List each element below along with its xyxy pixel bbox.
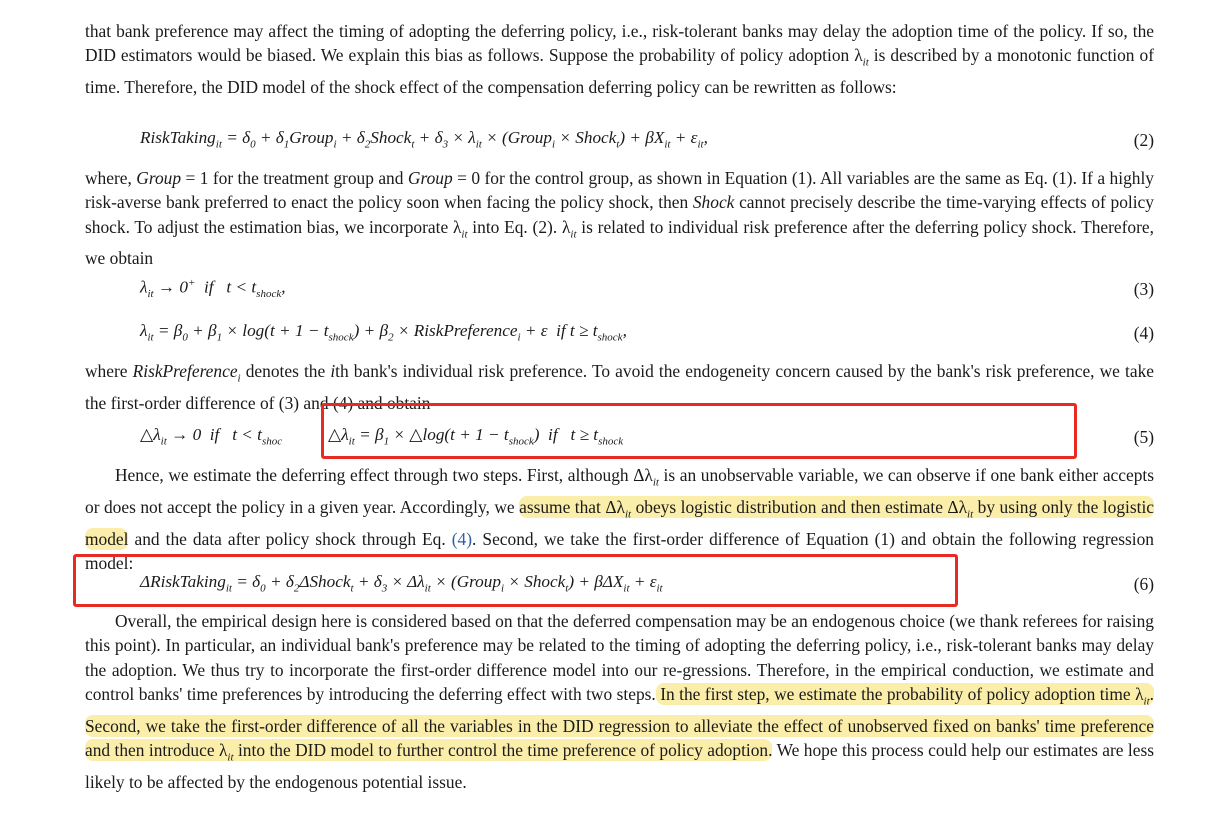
subscript: it [461, 228, 468, 241]
text-span: assume that Δλ [519, 496, 625, 517]
text-span: into the DID model to further control the time preference of policy adoption. [233, 739, 773, 760]
subscript: it [624, 508, 632, 521]
text-span: Overall, the empirical design here is considered based on that the deferred compensation may be an endogenous choice (we thank referees for raising this point). In particular, an individual bank's preference may be related to the timing of adopting the deferring policy, i.e., risk-tolerant banks may delay the adoption. We thus try to incorporate the first-order difference model into our re-gressions. Therefore, in the empirical conduction, we estimate and control banks' time preferences by introducing the deferring effect with two steps. [85, 611, 1154, 704]
equation-3: $\lambda_{it} \to 0^+$ if $t < t_{shock}$, [140, 277, 286, 301]
subscript: i [237, 372, 241, 385]
annotation-box-equation-5 [321, 403, 1077, 459]
equation-5-right: $\triangle\lambda_{it} = \beta_1$ × △log(t + $1 - t_{shock}$) if $t \ge t_{shock}$ [328, 425, 624, 448]
text-span: and the data after policy shock through Eq. [128, 528, 452, 549]
text-span: cannot precisely describe the time-varying effects of policy shock. To adjust the estimation bias, we incorporate λ [85, 192, 1154, 237]
subscript: it [652, 476, 659, 489]
equation-6-number: (6) [1133, 574, 1154, 594]
equation-6: ΔRiskTaking$_{it}$ = $\delta_0$ + $\delta_2\Delta Shock_t + \delta_3 \times \Delta\lambda_{it}$ × (Group$_i$ × Shock$_t$) + $\beta\Delta X_{it} + \varepsilon_{it}$ [140, 572, 663, 595]
italic-word: i [330, 361, 336, 381]
text-span: We hope this process could help our estimates are less likely to be affected by the endogenous potential issue. [85, 739, 1154, 792]
paragraph-2 [85, 166, 1154, 271]
equation-2: RiskTaking$_{it}$ = $\delta_0$ + $\delta_1Group_i$ + $\delta_2Shock_t + \delta_3 \times \lambda_{it}$ × (Group$_i$ × Shock$_t$) + $\beta X_{it} + \varepsilon_{it}$, [140, 128, 708, 151]
paragraph-5 [85, 609, 1154, 794]
equation-link[interactable]: (4) [451, 528, 473, 549]
subscript: it [227, 751, 234, 764]
text-span: th bank's individual risk preference. To avoid the endogeneity concern caused by the bank's risk preference, we take the first-order difference of (3) and (4) and obtain [85, 361, 1154, 413]
subscript: it [862, 56, 869, 69]
equation-5-number: (5) [1133, 427, 1154, 447]
italic-word: Group [407, 168, 453, 188]
text-span: where, [85, 168, 137, 188]
text-span: . Second, we take the first-order difference of all the variables in the DID regression to alleviate the effect of unobserved fixed on banks' time preference and then introduce λ [85, 683, 1154, 760]
text-span: is an unobservable variable, we can observe if one bank either accepts or does not accept the policy in a given year. Accordingly, we [85, 465, 1154, 517]
text-span: where [85, 361, 133, 381]
text-span: that bank preference may affect the timing of adopting the deferring policy, i.e., risk-tolerant banks may delay the adoption time of the policy. If so, the DID estimators would be biased. We explain this bias as follows. Suppose the probability of policy adoption λ [85, 21, 1154, 66]
italic-word: Shock [692, 192, 735, 213]
text-span: is described by a monotonic function of time. Therefore, the DID model of the shock effect of the compensation deferring policy can be rewritten as follows: [85, 45, 1154, 98]
italic-word: RiskPreference [132, 361, 238, 381]
text-span: is related to individual risk preference after the deferring policy shock. Therefore, we obtain [85, 216, 1154, 269]
text-span: In the first step, we estimate the probability of policy adoption time λ [655, 683, 1144, 704]
subscript: it [967, 508, 974, 521]
text-span: by using only the logistic model [85, 496, 1154, 549]
subscript: it [1143, 695, 1150, 708]
text-span: Hence, we estimate the deferring effect through two steps. First, although Δλ [115, 465, 653, 485]
italic-word: Group [136, 168, 182, 188]
text-span: into Eq. (2). λ [467, 216, 571, 237]
equation-4-number: (4) [1133, 323, 1154, 343]
paragraph-1 [85, 19, 1154, 99]
text-span: = 1 for the treatment group and [181, 168, 408, 188]
subscript: it [570, 228, 577, 241]
text-span: . Second, we take the first-order difference of Equation (1) and obtain the following regression model: [85, 528, 1155, 573]
equation-2-number: (2) [1133, 130, 1154, 150]
annotation-box-equation-6 [73, 554, 958, 607]
equation-5-left: $\triangle\lambda_{it} \to 0$ if $t < t_{shoc}$ [140, 425, 283, 448]
text-span: denotes the [240, 361, 331, 381]
text-span: = 0 for the control group, as shown in Equation (1). All variables are the same as Eq. (1). If a highly risk-averse bank preferred to enact the policy soon when facing the policy shock, then [85, 168, 1154, 213]
text-span: obeys logistic distribution and then estimate Δλ [631, 496, 968, 517]
equation-3-number: (3) [1133, 279, 1154, 299]
equation-4: $\lambda_{it} = \beta_0 + \beta_1 \times \log(t + 1 - t_{shock}) + \beta_2$ × RiskPreference$_i$ + ε if $t \ge t_{shock}$, [140, 321, 627, 344]
